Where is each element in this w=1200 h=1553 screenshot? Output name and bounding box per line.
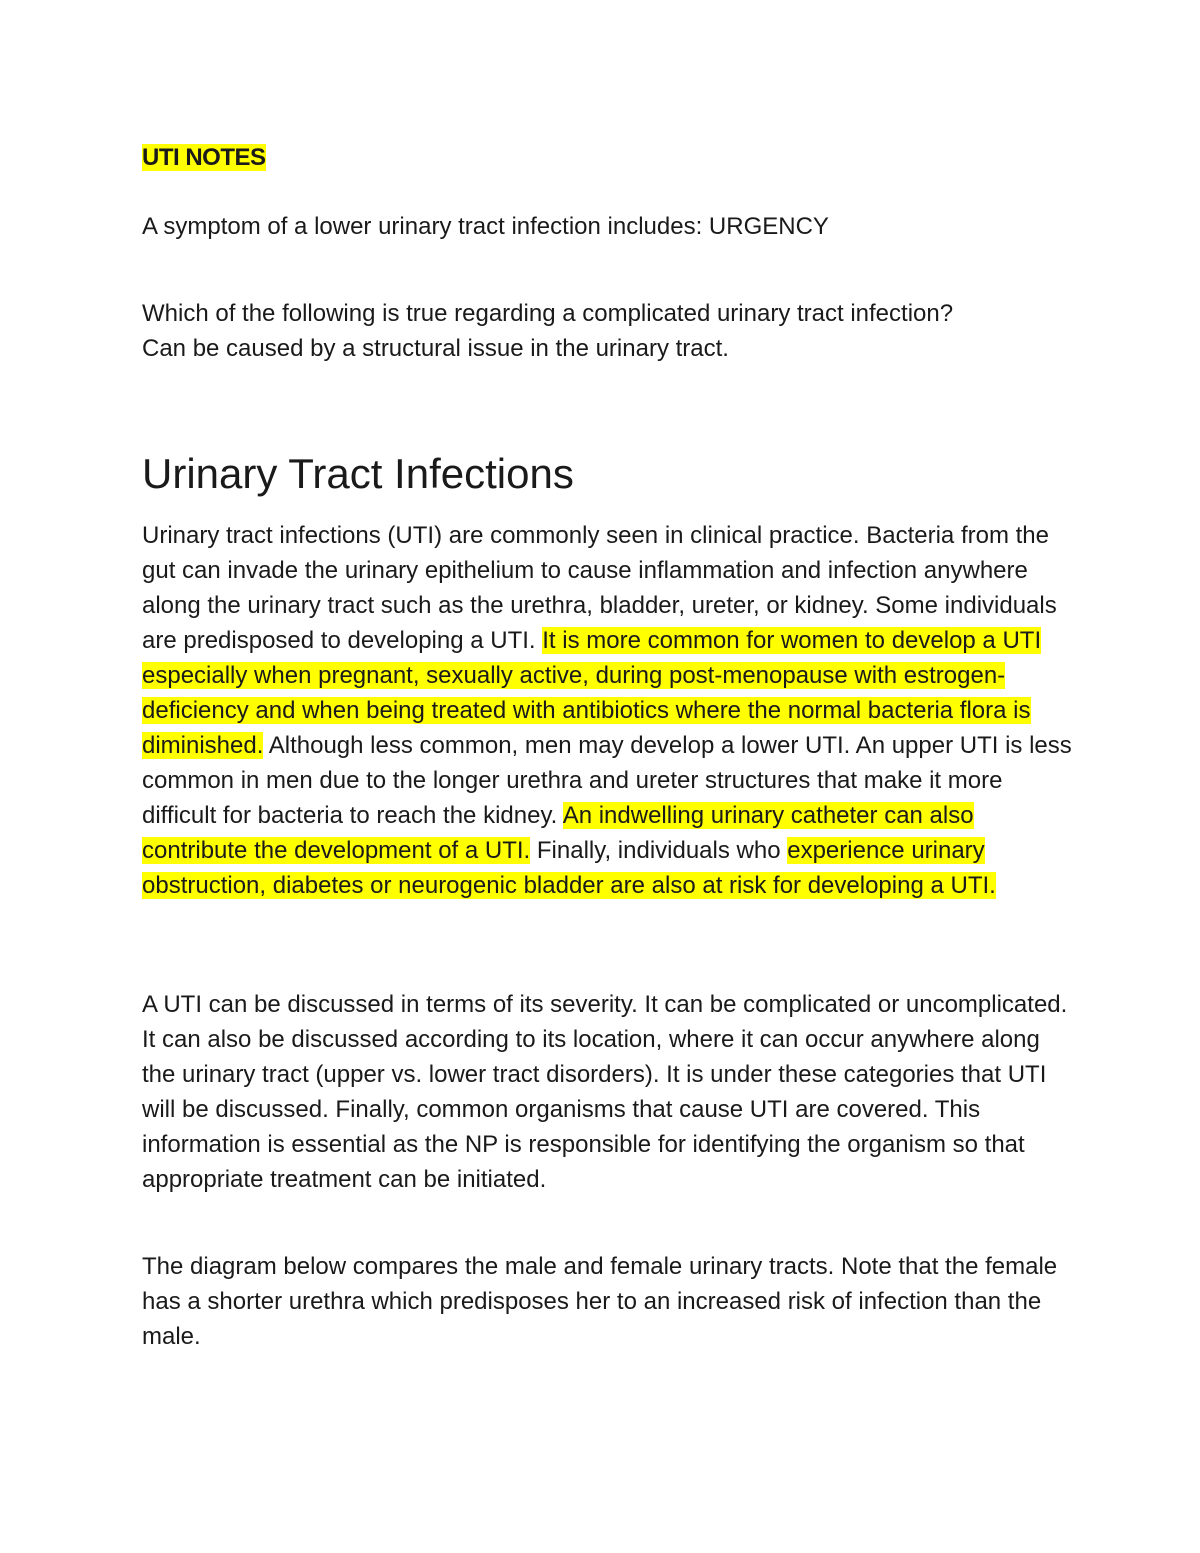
text-segment: Although less common, men may develop a lower UTI. An upper UTI is less common in men due to the longer urethra and ureter structures that make it more difficult for bacteria to reach the kidney. [142,732,1072,829]
qa-line: A symptom of a lower urinary tract infection includes: URGENCY [142,213,829,240]
text-segment: A UTI can be discussed in terms of its severity. It can be complicated or uncomplicated. It can also be discussed according to its location, where it can occur anywhere along the urinary tract (upper vs. lower tract disorders). It is under these categories that UTI will be discussed. Finally, common organisms that cause UTI are covered. This information is essential as the NP is responsible for identifying the organism so that appropriate treatment can be initiated. [142,991,1068,1193]
qa-line: Which of the following is true regarding a complicated urinary tract infection? [142,300,954,327]
notes-title [142,141,266,175]
text-segment: Urinary tract infections (UTI) are commonly seen in clinical practice. Bacteria from the gut can invade the urinary epithelium to cause inflammation and infection anywhere along the urinary tract such as the urethra, bladder, ureter, or kidney. Some individuals are predisposed to developing a UTI. [142,522,1057,654]
notes-title-highlight: UTI NOTES [142,144,266,171]
qa-item [142,209,829,244]
highlighted-text: It is more common for women to develop a UTI especially when pregnant, sexually active, during post-menopause with estrogen-deficiency and when being treated with antibiotics where the normal bacteria flora is diminished. [142,627,1042,759]
text-segment: The diagram below compares the male and female urinary tracts. Note that the female has a shorter urethra which predisposes her to an increased risk of infection than the male. [142,1253,1058,1350]
paragraph [142,518,1072,903]
text-segment: Finally, individuals who [530,837,788,864]
paragraph [142,987,1072,1197]
highlighted-text: experience urinary obstruction, diabetes or neurogenic bladder are also at risk for developing a UTI. [142,837,996,899]
qa-line: Can be caused by a structural issue in the urinary tract. [142,335,729,362]
paragraph [142,1249,1072,1354]
highlighted-text: An indwelling urinary catheter can also contribute the development of a UTI. [142,802,974,864]
qa-item [142,296,953,366]
section-heading: Urinary Tract Infections [142,450,574,497]
